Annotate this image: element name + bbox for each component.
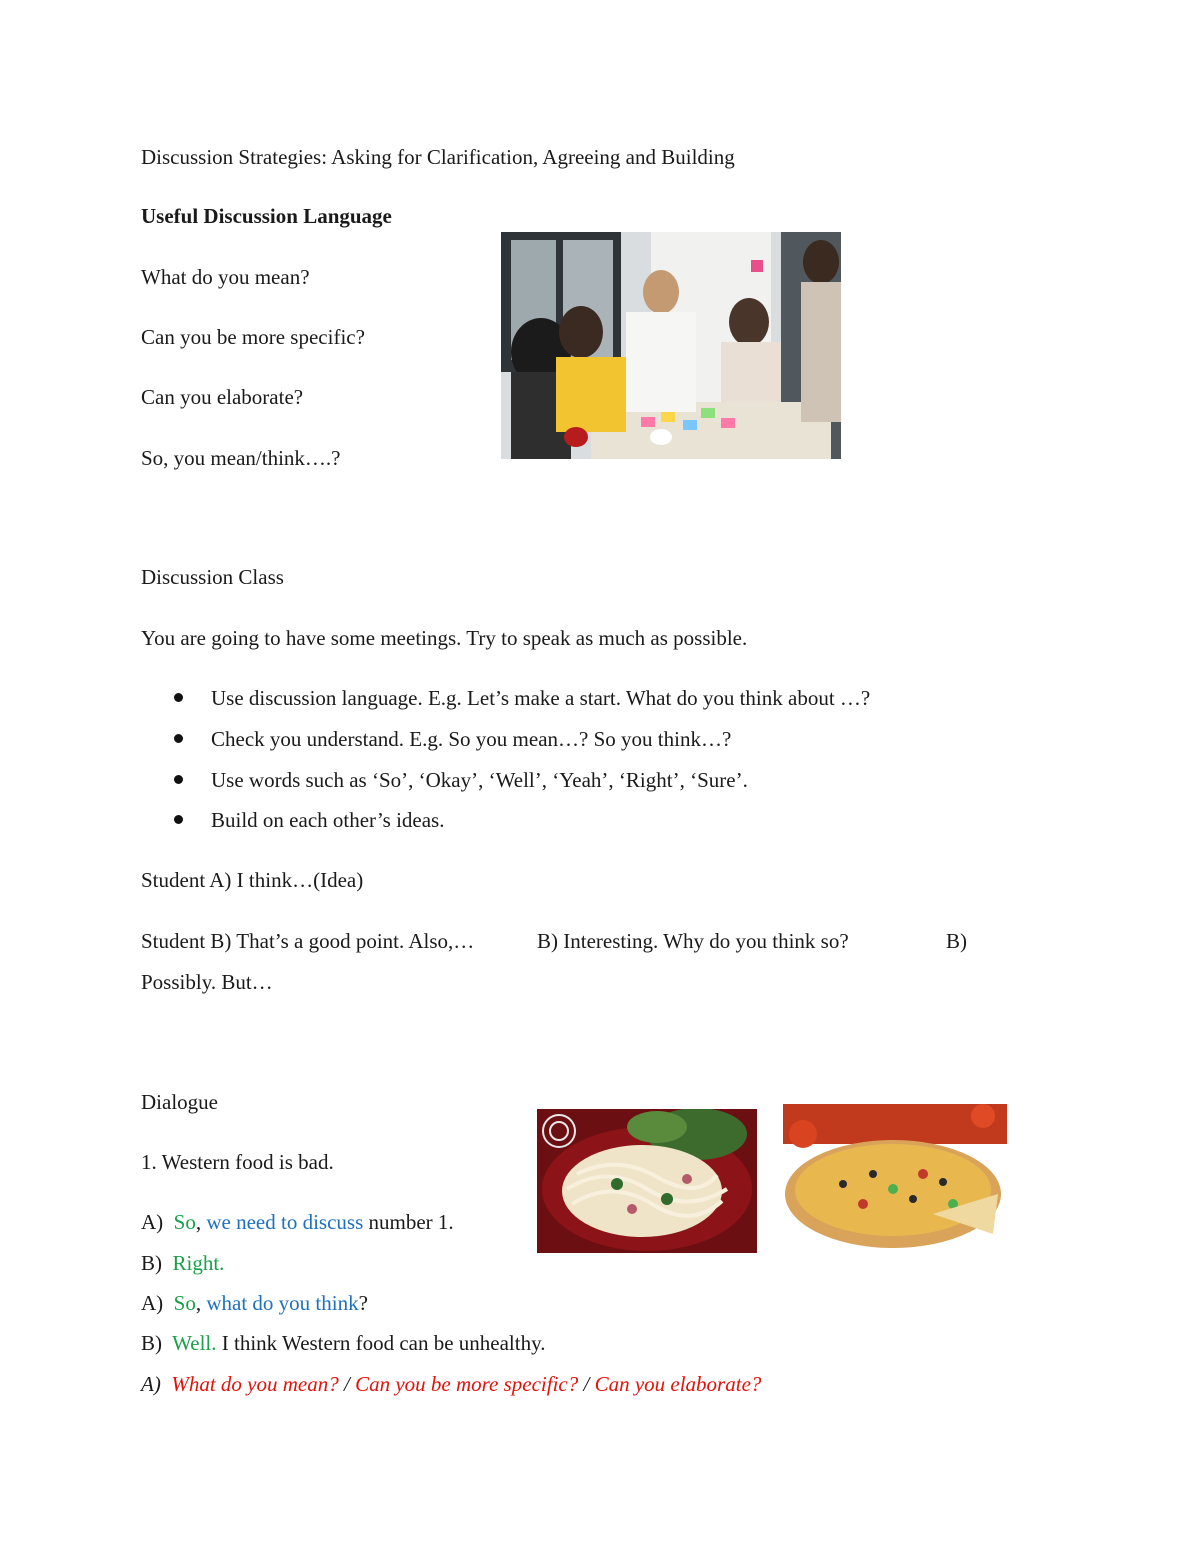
- line-text: number 1.: [363, 1210, 454, 1234]
- discourse-marker: So: [173, 1291, 196, 1315]
- clarify-question-2: Can you be more specific?: [355, 1372, 579, 1396]
- discussion-intro: You are going to have some meetings. Try to speak as much as possible.: [141, 626, 748, 650]
- page-title: Discussion Strategies: Asking for Clarification, Agreeing and Building: [141, 145, 735, 169]
- comma: ,: [195, 1291, 202, 1315]
- dialogue-line-2: [141, 1250, 224, 1276]
- bullet-item-3: Use words such as ‘So’, ‘Okay’, ‘Well’, ‘Yeah’, ‘Right’, ‘Sure’.: [211, 768, 748, 792]
- speaker-label: B): [141, 1251, 162, 1275]
- discourse-marker: So: [173, 1210, 196, 1234]
- clarify-question-3: Can you elaborate?: [594, 1372, 762, 1396]
- discussion-phrase: we need to discuss: [206, 1210, 364, 1234]
- student-b-line-3: B): [946, 929, 967, 953]
- phrase-3: Can you elaborate?: [141, 385, 304, 409]
- bullet-item-2: Check you understand. E.g. So you mean…? So you think…?: [211, 727, 732, 751]
- clarify-question-1: What do you mean?: [171, 1372, 339, 1396]
- section-heading-useful: Useful Discussion Language: [141, 204, 392, 228]
- student-b-line-1: Student B) That’s a good point. Also,…: [141, 929, 475, 953]
- dialogue-line-5: [141, 1371, 761, 1397]
- student-b-line-2: B) Interesting. Why do you think so?: [537, 929, 849, 953]
- dialogue-item: 1. Western food is bad.: [141, 1150, 334, 1174]
- line-text: ?: [358, 1291, 368, 1315]
- discourse-marker: Well.: [172, 1331, 217, 1355]
- section-heading-discussion-class: Discussion Class: [141, 565, 284, 589]
- dialogue-line-1: [141, 1209, 454, 1235]
- dialogue-line-3: [141, 1290, 368, 1316]
- pizza-photo: [783, 1104, 1007, 1253]
- bullet-item-1: Use discussion language. E.g. Let’s make a start. What do you think about …?: [211, 686, 871, 710]
- phrase-2: Can you be more specific?: [141, 325, 365, 349]
- bullet-dot: [174, 734, 183, 743]
- discussion-phrase: what do you think: [206, 1291, 359, 1315]
- bullet-dot: [174, 775, 183, 784]
- dialogue-line-4: [141, 1330, 545, 1356]
- student-a-line: Student A) I think…(Idea): [141, 868, 364, 892]
- pasta-photo: [537, 1109, 757, 1253]
- bullet-item-4: Build on each other’s ideas.: [211, 808, 445, 832]
- bullet-dot: [174, 693, 183, 702]
- speaker-label: B): [141, 1331, 162, 1355]
- phrase-1: What do you mean?: [141, 265, 310, 289]
- bullet-dot: [174, 815, 183, 824]
- student-b-line-4: Possibly. But…: [141, 970, 273, 994]
- separator: /: [578, 1372, 595, 1396]
- speaker-label: A): [141, 1372, 161, 1396]
- section-heading-dialogue: Dialogue: [141, 1090, 218, 1114]
- comma: ,: [195, 1210, 202, 1234]
- phrase-4: So, you mean/think….?: [141, 446, 341, 470]
- discourse-marker: Right.: [172, 1251, 225, 1275]
- speaker-label: A): [141, 1210, 164, 1234]
- meeting-photo: [501, 232, 841, 459]
- separator: /: [338, 1372, 356, 1396]
- line-text: I think Western food can be unhealthy.: [216, 1331, 546, 1355]
- speaker-label: A): [141, 1291, 164, 1315]
